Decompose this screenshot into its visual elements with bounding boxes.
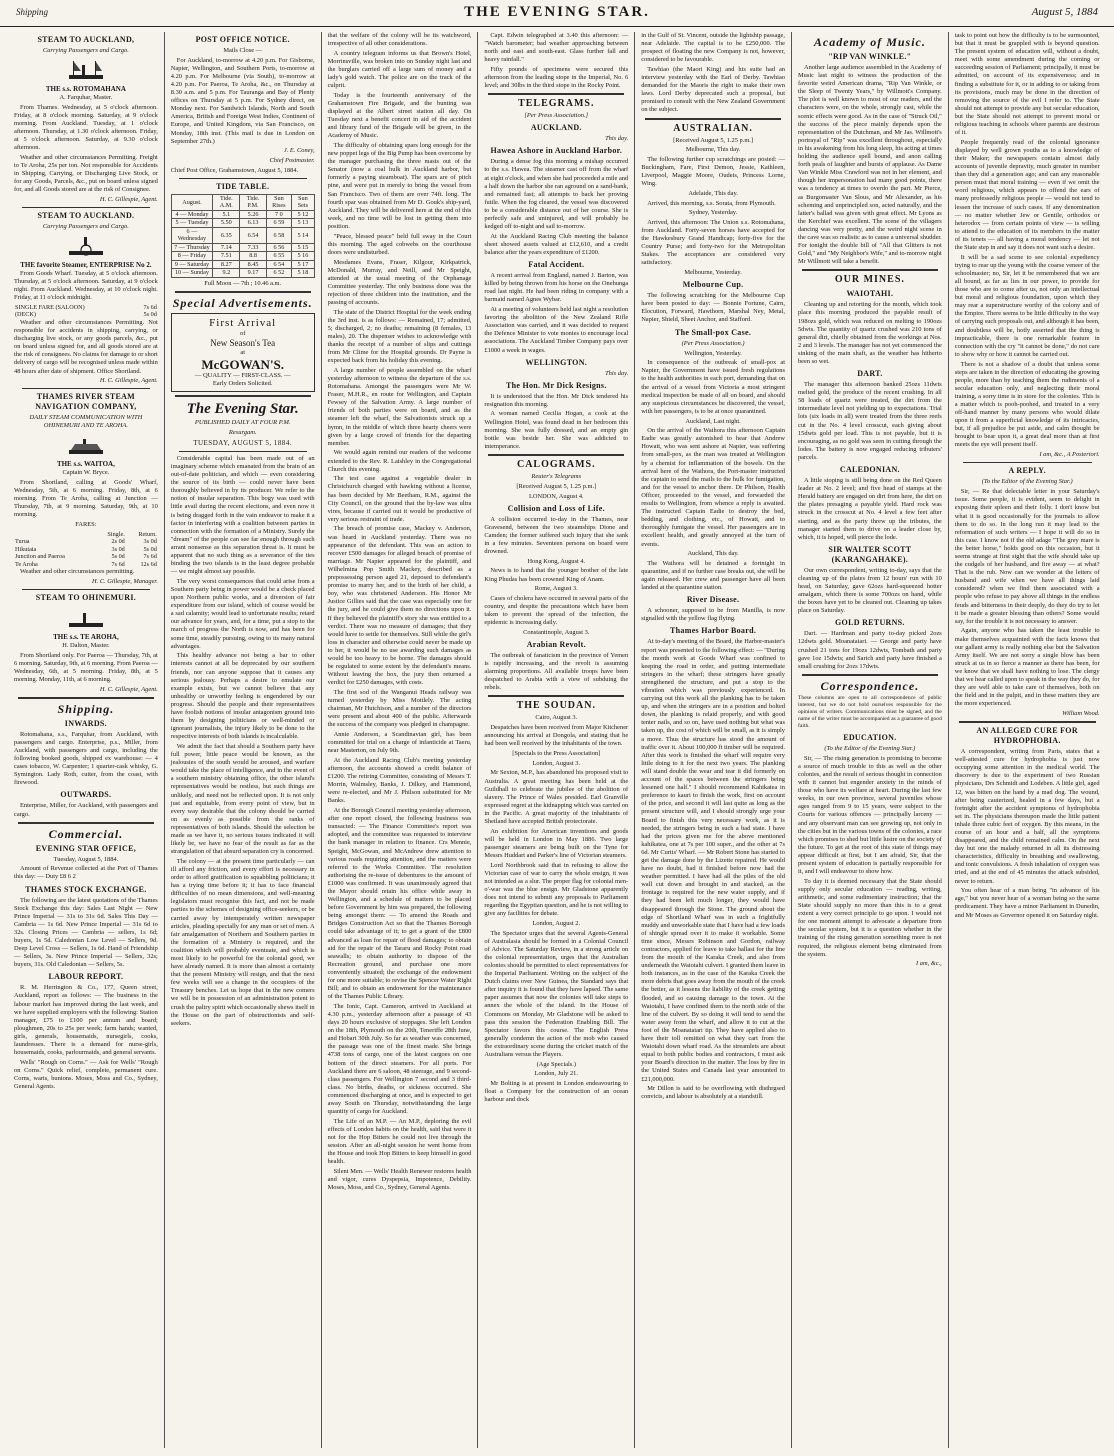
- ship-name: THE s.s. WAITOA,: [56, 460, 115, 469]
- agent-signature: H. C. Gillespie, Agent.: [99, 195, 158, 203]
- news-paragraph: in the Gulf of St. Vincent, outside the lightship passage, near Adelaide. The capital is to be £250,000. The prospect of floating the new Company is not, however, considered to be favourable.: [641, 32, 785, 64]
- mine-heading: SIR WALTER SCOTT (KARANGAHAKE).: [828, 544, 912, 564]
- tide-cell: 7 — Thursday: [171, 243, 212, 252]
- page-columns: [8, 32, 1106, 1448]
- tide-cell: 5 16: [292, 252, 314, 261]
- divider: [645, 118, 781, 120]
- story-heading: River Disease.: [686, 595, 740, 605]
- fares-cell: Te Aroha: [15, 560, 38, 568]
- ad-line: McGOWAN'S.: [201, 356, 285, 372]
- dateline: London, July 21.: [534, 1070, 578, 1078]
- tide-col-header: Tide. P.M.: [240, 194, 266, 210]
- story-text: The following scratching for the Melbourne Cup have been posted to day: — Bonnie Fortune, Cairn, Elocution, Forward, Hawthorn, Marshal Ney, Metal, Napier, Shield, Sheet Anchor, and Stafford.: [641, 292, 785, 324]
- story-text: Mr Bolting is at present in London endeavouring to float a Company for the construction of an ocean harbour and dock: [484, 1080, 629, 1104]
- tide-row: [171, 219, 314, 228]
- tide-cell: 8.8: [240, 252, 266, 261]
- ad-subheading: DAILY STEAM COMMUNICATION WITH OHINEMURI AND TE AROHA.: [29, 414, 143, 430]
- tide-cell: 5.26: [240, 210, 266, 219]
- fares-cell: 2s 0d: [111, 538, 125, 546]
- tea-advertisement: [171, 313, 315, 392]
- fare-value: 5s 0d: [143, 311, 157, 319]
- story-text: You often hear of a man being "in advance of his age," but you never hear of a woman being so the same predicament. They have a minor Parliament in Dunedin, and Mr Moses as Governor opened it on Saturday night.: [954, 887, 1100, 919]
- divider: [22, 388, 150, 389]
- steamship-icon: [65, 605, 107, 631]
- tide-cell: 8.27: [213, 260, 240, 269]
- divider: [488, 454, 624, 456]
- schedule-text: From Shortland only. For Paeroa — Thursday, 7th, at 6 morning. Saturday, 9th, at 6 morning. From Paeroa — Wednesday, 6th, at 5 morning. Friday, 8th, at 5 morning. Monday, 11th, at 6 morning.: [14, 651, 158, 683]
- mine-report: Our own correspondent, writing to-day, says that the cleaning up of the plates from 12 hours' run with 10 head, on Saturday, gave 62ozs hard-squeezed hotter amalgam, which there is some 700ozs on hand, while the boxes have yet to be cleaned out. Cleaning up takes place on Saturday.: [797, 566, 942, 615]
- story-heading: Melbourne Cup.: [682, 280, 744, 290]
- story-text: The Spectator urges that the several Agents-General of Australasia should be formed in a Colonial Council of Advice. The Saturday Review, in a strong article on the colonial representation, urges that the Australian colonies should be permitted to elect representatives for the Imperial Parliament. Writing on the subject of the Dutch claims over New Guinea, the Standard says that after inquiry it is found that they have lapsed. The same paper assumes that now the colonies will take steps to annex the whole of the island. In the House of Commons on Monday, Mr Gladstone will be asked to pass this session the Federation Enabling Bill. The Spectator favors this course. The English Press generally condemn the action of the mob who caused the extraordinary scene during the cricket match of the Australians versus the Players.: [484, 929, 629, 1058]
- agent-signature: H. C. Gillespie, Agent.: [99, 685, 158, 693]
- column-1: [8, 32, 165, 1448]
- section-heading: Correspondence.: [820, 678, 920, 693]
- dateline: Constantinople, August 3.: [523, 628, 590, 636]
- news-paragraph: The breach of promise case, Mackey v. Anderson, was heard in Auckland yesterday. There was no appearance of the defendant. This was an action to recover £500 damages for alleged breach of promise of marriage. Mr Napier appeared for the plaintiff, and Wilhelmina Pop Smith Mackey, described as a prepossessing person aged 21, deposed to defendant's promise to marry her, and to the birth of her child, a boy, who was christened Anderson. His Honor Mr Justice Gillies said that the case was especially one for the jury, and he could give them no directions upon it. If they believed the plaintiff's story she was entitled to a verdict. There was no measure of damages; that they would have to settle for themselves. Still while the girl's loss in character and otherwise could never be made up to her, it would be no use awarding such damages as would be too heavy to be borne. The damages should be regulated to some extent by the defendant's means. Without leaving the box, the jury then returned a verdict for £250 damages, with costs.: [327, 525, 472, 687]
- fares-row: [14, 561, 158, 569]
- exchange-text: The following are the latest quotations of the Thames Stock Exchange this day: Sales Last Night — New Prince Imperial — 31s to 31s 6d. Sales This Day — Cambria — 1s 6d. New Prince Imperial — 31s 6d to 32s. Closing Prices — Cambria — sellers, 1s 6d; buyers, 1s 5d. Caledonian Low Level — Sellers, 9d. Deep Level Cross — Sellers, 1s 6d. Hand of Friendship — Sellers, 3s. New Prince Imperial — Sellers, 32s; buyers, 31s. Old Caledonian — Sellers, 5s.: [14, 896, 158, 969]
- dateline: Rome, August 3.: [534, 585, 578, 593]
- news-paragraph: A country telegram informs us that Brown's Hotel, Morrinsville, was broken into on Sunday night last and the burglars carried off a large sum of money and a lady's gold watch. The police are on the track of the culprit.: [327, 49, 472, 90]
- news-paragraph: A large number of people assembled on the wharf yesterday afternoon to witness the departure of the s.s. Rotomahana. Amongst the passengers were Mr W. Fraser, M.H.R., en route for Wellington, and Captain Fewsey of the Salvation Army. A large number of friends of both parties were on board, and as the steamer left the wharf, the Salvationists struck up a hymn, in the middle of which three hearty cheers were given by a large crowd of friends for the departing member.: [327, 366, 472, 447]
- shipping-text: Enterprise, Miller, for Auckland, with passengers and cargo.: [14, 802, 158, 818]
- letter-text: It will be a sad scene to see colonial expediency trying to rear up the young with the coarse veneer of the schoolmaster; no, Sir, let it be remembered that we are all bound, as far as lies in our power, to provide for those who are to come after us, not only an intellectual but moral and religious foundation, upon which they may rear a superstructure worthy of the colony and of the Empire. There seems to be little difficulty in the way of carrying such proposals out, and although it has been, and doubtless will be, hotly asserted that the thing is impracticable, there is one remarkable feature in connection with the cry "it cannot be done," do not care to show why or how it cannot be carried out.: [954, 253, 1100, 358]
- tide-cell: 8.45: [240, 260, 266, 269]
- story-text: Arrived, this morning, s.s. Sorata, from Plymouth.: [647, 199, 776, 207]
- tide-cell: 5 15: [292, 243, 314, 252]
- fares-cell: Turua: [15, 538, 30, 546]
- editorial-paragraph: The colony — at the present time particularly — can ill afford any friction, and every effort is necessary in order to afford gratification to squabbling politicians; it has a trying time before it; it has to face financial difficulties of no mean dimensions, and well-meaning legislators must recognise this fact, and not be made parties to the schemes of designing office-seekers, or be carried away by intemperately written newspaper articles, pleading specially for any man or set of men. A fair amalgamation of Northern and Southern parties in the formation of a Ministry is required, and the coalition which will probably eventuate, and which is most likely to be powerful for the colonial good, we have already named. It is more than almost a certainty that the present Ministry will resign, and that the next few weeks will see a change in the occupiers of the Treasury benches. Let us hope that in the new comers we will be in possession of an administration potent to crush the paltry spirit which occasionally shews itself in the House on the part of obstructionists and self-seekers.: [170, 857, 315, 1027]
- tide-cell: 6 59: [266, 219, 292, 228]
- correspondence-note: These columns are open to all correspondence of public interest, but we do not hold ourselves responsible for the opinions of writers. Communications must be signed, and the name of the writer must be accompanied as a guarantee of good faith.: [797, 694, 942, 729]
- letter-text: To day it is deemed necessary that the State should supply only secular education — reading, writing, arithmetic, and some rudimentary instruction; that the State should supply no more than this is to a great extent a very correct principle to go upon. I would not for one moment attempt to advocate a departure from the secular system, but it is a question whether in the training of the rising generation something more is not required, the religious element being eliminated from the system.: [797, 877, 942, 958]
- dateline: Adelaide, This day.: [688, 189, 738, 197]
- story-text: Mr Dillon is said to be overflowing with disthrgsed convicts, and labour is absolutely at a standstill.: [641, 1085, 785, 1101]
- fares-cell: 7s 6d: [111, 560, 125, 568]
- letter-signature: William Wood.: [1062, 709, 1100, 717]
- divider: [963, 462, 1092, 463]
- ship-master: A. Farquhar, Master.: [59, 94, 113, 101]
- fare-row: [14, 311, 158, 319]
- section-subheading: (Per Press Association.): [681, 339, 745, 347]
- section-heading: THE SOUDAN.: [516, 700, 596, 712]
- fares-cell: Hikutaia: [15, 545, 37, 553]
- ship-name: THE favorite Steamer, ENTERPRISE No 2.: [20, 261, 152, 269]
- story-heading: The Small-pox Case.: [675, 327, 752, 337]
- story-heading: The Hon. Mr Dick Resigns.: [505, 380, 607, 390]
- news-paragraph: Annie Anderson, a Scandinavian girl, has been committed for trial on a charge of infanticide at Taeru, near Masterton, on July 9th.: [327, 731, 472, 755]
- agent-signature: H. C. Gillespie, Agent.: [99, 377, 158, 385]
- ship-name: THE s.s. TE AROHA,: [53, 633, 119, 642]
- dateline: Hong Kong, August 4.: [527, 557, 586, 565]
- story-text: A collision occurred to-day in the Thames, near Gravesend, between the two steamships Dione and Camden; the former suffered such injury that she sank in a few minutes. Seventeen persons on board were drowned.: [484, 515, 629, 556]
- section-subheading: [Per Press Association.]: [524, 112, 589, 120]
- dateline: LONDON, August 4.: [528, 492, 584, 500]
- story-text: At to-day's meeting of the Board, the Harbor-master's report was presented to the following effect: — "During the month work at Goods Wharf was confined to keeping the road in order, and putting intermediate stringers in the wharf; these stringers have greatly strengthened the structure, and put a stop to the vibration which was previously experienced. In carrying out this work all the planking has to be taken up, and when the stringers are in a position and bolted down, the planking is relaid properly, and with good tenter nails, and so on, have used nothing but what was taken up, the cost of which will be small, as it is simply a move. Thus the structure has stood the amount of traffic over it. About 100,000 ft timber will be required. After this work is finished the wharf will require very little doing to it for the next two years. The planking will stand double the wear and tear it did formerly on account of the spaces between the stringers being lessened one half." I should recommend Kahikatea in preference to kauri to finish the work, first on account of the price, and second it will last quite as long as the present structure will, and I should strongly urge your Board to finish this very necessary work, as it is needed, the stringers being in such a bad state. I have had the prices given me for the above mentioned kahikatea, one at 7s per 100 super., and the other at 7s 6d. Mr Curtis' Wharf. — Mr Robert Stone has started to get the damage done by the Lizette repaired. He would have no doubt, had it finished before now had the weather permitted. I have had all the piles of the old wall cut down and brought in and stacked, as the frontage is required for the new water supply, and if they had been left much longer, they would have disappeared through the Stone. The ground about the edge of Shortland Wharf was in such a frightfully muddy and unworkable state that I have had a few loads of shingle spread over it to make it workable. Some time since, Messrs Robinson and Gordon, railway contractors, applied for leave to take ballast for the line from the mouth of the Karaka Creek, and also from underneath the Waiotahi culvert. I granted them leave in both instances, as in the case of the Karaka Creek the more debris that goes away from the mouth of the creek the better, as it lessens the liability of the creek getting flooded, and so causing damage to the town. At the Waiotahi, I have confined them to the north side of the line of the culvert. By so doing it will tend to send the water away from the wharf, and allow it to cut at the foot of the Moanataiari tip. They have applied also to have their toll remitted on what they cart from the Waiotahi down wharf road. As the streamlets are about equal to both public bodies and contractors, I must ask your Board's direction in the matter. The loss by fire in the United States and Canada last year amounted to £21,000,000.: [641, 638, 785, 1083]
- story-text: An exhibition for American inventions and goods will be held in London in May 1886. Two large passenger steamers are being built on the Tyne for Messrs Huddart and Parker's line of Victorian steamers.: [484, 827, 629, 859]
- fares-cell: 7s 6d: [143, 553, 157, 561]
- news-paragraph: that the welfare of the colony will be its watchword, irrespective of all other considerations.: [327, 32, 472, 48]
- tide-cell: 6 58: [266, 227, 292, 243]
- section-heading: Shipping.: [57, 701, 115, 716]
- story-text: The following further cup scratchings are posted: — Buckingham, Fare, First Demon, Jessie, Kathleen, Liverpool, Maggie Moore, Oudeis, Princess Lorne, Wing.: [641, 155, 785, 188]
- shipping-text: Rotomahana, s.s., Farquhar, from Auckland, with passengers and cargo. Enterprise, p.s., Miller, from Auckland, with passengers and cargo, including the following booked goods, shipped ex warehouse: — 4 cases tobacco, W. Carpenter; 1 quarter-cask whisky, G. Symington. Lady Roth, cutter, from the coast, with firewood.: [14, 730, 158, 787]
- news-paragraph: Today is the fourteenth anniversary of the Grahamstown Fire Brigade, and the bunting was displayed at the Albert street station all day. On Tuesday next a benefit concert in aid of the accident and library fund of the Brigade will be given, in the Academy of Music.: [327, 91, 472, 140]
- tide-cell: 7.14: [213, 243, 240, 252]
- news-paragraph: We would again remind our readers of the welcome extended to the Rev. R. Laishley in the Congregational Church this evening.: [327, 449, 472, 473]
- news-paragraph: The test case against a vegetable dealer in Christchurch charged with hawking without a license, has been decided by Mr Beetham, R.M., against the City Council, on the ground that the by-law was ultra vires, because if carried out it would be productive of very serious restraint of trade.: [327, 475, 472, 523]
- section-heading: Special Advertisements.: [172, 295, 313, 310]
- tide-row: [171, 227, 314, 243]
- news-paragraph: The first sod of the Wanganui Heads railway was turned yesterday by Miss Mottlely. The acting chairman, Mr Hutchison, and a number of the directors were present and about 400 of the public. Afterwards the success of the company was pledged in champagne.: [327, 688, 472, 729]
- tide-cell: 6 — Wednesday: [171, 227, 212, 243]
- mine-report: The manager this afternoon banked 25ozs 11dwts melted gold, the produce of the recent crushing. In all 58 loads of quartz were treated, the dirt from the intermediate level not yielding up to expectations. Trial lots (six loads in all) were treated from the three reefs cut in the No. 4 level crosscut, each giving about 15dwts gold per load. This is not payable, but it is encouraging, as no gold was seen in cutting through the lodes. The battery is now engaged reducing tributers' parcels.: [797, 381, 942, 461]
- tide-cell: 7.51: [213, 252, 240, 261]
- tide-cell: 8 — Friday: [171, 252, 212, 261]
- tide-cell: 4 — Monday: [171, 210, 212, 219]
- ad-subheading: Carrying Passengers and Cargo.: [42, 223, 129, 230]
- letter-signoff: I am, &c.,: [916, 960, 942, 968]
- story-text: In consequence of the outbreak of small-pox at Napier, the Government have issued fresh regulations to the health authorities in each port, demanding that on the arrival of a vessel from Victoria a most stringent medical inspection be made of all on board, and should any suspicious circumstances be discovered, the vessel, with her passengers, is to be at once quarantined.: [641, 359, 785, 415]
- divider: [175, 291, 311, 293]
- ship-master: H. Dalton, Master.: [62, 642, 110, 650]
- mine-heading: CALEDONIAN.: [839, 465, 900, 475]
- column-2: [165, 32, 322, 1448]
- divider: [22, 589, 150, 590]
- dateline: Tuesday, August 5, 1884.: [53, 855, 119, 863]
- notice-text: Weather and other circumstances Permitting. Freight to Te Aroha, 25s per ton. Not responsible for Accidents in Shipping, Carrying, or Discharging Live Stock, or for any Goods, Parcels, &c., put on board unless signed for, and all Goods stored are at the risk of Consignee.: [14, 153, 158, 194]
- divider: [802, 269, 938, 271]
- paddle-steamer-icon: [65, 233, 107, 259]
- tide-cell: 5 13: [292, 219, 314, 228]
- column-6: [792, 32, 949, 1448]
- story-text: It is understood that the Hon. Mr Dick tendered his resignation this morning.: [484, 392, 629, 408]
- fares-table: [14, 531, 158, 569]
- editorial-paragraph: We admit the fact that should a Southern party have full power, little peace would be known, as the jealousies of the south would be aroused, and warfare would take the place of intelligence, and in the event of a southern ministry obtaining office, the other island's representatives would be restless, but such things are unlikely, and need not be reflected upon. It is not only just and equitable, from every point of view, but in every way desirable that the colony should be carried on as evenly as possible from the ranks of representatives of both islands. Should the selection be made as we have it, no serious issues indicated it will likely be, we have no fear of the result as far as the strangulation of that absurd separation cry is concerned.: [170, 742, 315, 856]
- masthead: [0, 0, 1114, 27]
- mine-report: A little stoping is still being done on the Red Queen leader at No. 2 level; and five head of stamps at the Herald battery are engaged on dirt from here, the dirt on the plates presaging a payable yield. Hard rock was struck in the crosscut at No. 4 level a few feet after starting, and as the party threw up the tributes, the manager started them to drive on a leader close by, which, it is hoped, will pierce the lode.: [797, 477, 942, 541]
- letter-heading: A REPLY.: [1008, 466, 1046, 476]
- divider: [488, 695, 624, 697]
- news-paragraph: The Life of an M.P. — An M.P., deploring the evil effects of London habits on the health, said that were it not for the Hop Bitters he could not live through the session. After an all-night session he went home from the House and took Hop Bitters to keep himself in good health.: [327, 1117, 472, 1166]
- story-text: During a dense fog this morning a mishap occurred to the s.s. Hawea. The steamer cast off from the wharf at eight o'clock, and when she had proceeded a mile and a half down the harbor she ran aground on a sand-bank, and remained fast; all attempts to back her proving futile. When the fog cleared, the vessel was discovered to be a considerable distance out of her course. She is perfectly safe and uninjured, and will probably be kedged off to-night and sail to-morrow.: [484, 158, 629, 231]
- schedule-text: From Thames. Wednesday, at 5 o'clock afternoon. Friday, at 8 o'clock morning. Saturday, at 9 o'clock morning. From Auckland. Tuesday, at 1 o'clock afternoon. Thursday, at 1.30 o'clock afternoon. Friday, at 5 o'clock afternoon. Saturday, at 9.30 o'clock afternoon.: [14, 103, 158, 152]
- mine-heading: WAIOTAHI.: [846, 289, 894, 299]
- dateline: Melbourne, Yesterday.: [684, 269, 742, 277]
- divider: [18, 697, 154, 699]
- letter-text: Sir, — Re that delectable letter in your Saturday's issue. Some people, it is evident, seem to delight in exposing their spleen and their folly. I don't know but what it is good occasionally for the journals to allow them to do so. In the long run it may lead to the reformation of such writers — I hope it will do so in this case. I know not if the old adage "The grey mare is the better horse," holds good on this occasion, but it seems strange at first sight that the wife should take up the cudgels of her husband, and fire away — at what? That is the rub. Now can we wonder at the letters of husband and wife when we have all things laid considered? when we find them associated with a people who refuse to pay above all things in the endless feuds and bitterness in their deeply, do they do try to let it be made a greater blessing than others? Some would say, for the trouble it is not necessary to answer.: [954, 488, 1100, 625]
- divider: [959, 721, 1096, 723]
- tide-table-heading: TIDE TABLE.: [216, 181, 270, 191]
- dateline: Melbourne, This day.: [685, 146, 741, 154]
- letter-addressee: (To the Editor of the Evening Star.): [824, 744, 916, 752]
- section-heading: OUR MINES.: [834, 274, 905, 286]
- dateline: This day.: [605, 135, 629, 143]
- fares-cell: 3s 0d: [111, 545, 125, 553]
- dateline: Auckland, This day.: [687, 550, 739, 558]
- story-text: The Waihora will be detained a fortnight in quarantine, and if no further case breaks out, she will be again released. Her crew and passenger have all been landed at the quarantine station.: [641, 559, 785, 592]
- tide-cell: 5 17: [292, 260, 314, 269]
- section-heading: Commercial.: [48, 826, 124, 841]
- labour-text: R. M. Herrington & Co., 177, Queen street, Auckland, report as follows: — The business in the labour market has improved during the last week, and we have supplied employers with the following: Station manager, £75 to £100 per annum and board; ploughmen, 20s to 25s per week; farm hands; wanted, girls, generals, housemaids, nursegirls, cooks, laundresses. There is a demand for nurse-girls, housemaids, cooks, parlourmaids, and general servants.: [14, 984, 158, 1057]
- editorial-paragraph: Considerable capital has been made out of an imaginary scheme which emanated from the brain of an out-of-date politician, and which — even considering the source of its birth — could never have been thoroughly believed in by its producer. We refer to the notion of insular separation. This bogy was used with little avail during the recent elections, and even now it is being dragged forth in the vain endeavor to make it a factor in interfering with a coalition between parties in connection with the formation of a Ministry. Surely the "dream" of the people can see far enough through such arrant nonsense as this separation threat is. It must be apparent that no such thing as a severance of the ties binding the two islands is in the least degree probable — we might almost say possible.: [170, 454, 315, 576]
- newspaper-title: THE EVENING STAR.: [464, 4, 650, 20]
- schedule-text: From Shortland, calling at Goods' Wharf, Wednesday, 5th, at 6 morning. Friday, 8th, at 6 morning. From Te Aroha, calling at Junction — Thursday, 7th, at 9 morning. Saturday, 9th, at 10 morning.: [14, 479, 158, 519]
- tide-row: [171, 260, 314, 269]
- advertisement-text: Wells' "Rough on Corns." — Ask for Wells' "Rough on Corns." Quick relief, complete, permanent cure. Corns, warts, bunions. Moses, Moss and Co., Sydney, General Agents.: [14, 1058, 158, 1091]
- column-5: [635, 32, 792, 1448]
- ad-heading: THAMES RIVER STEAM NAVIGATION COMPANY,: [35, 392, 137, 412]
- tide-row: [171, 243, 314, 252]
- tide-cell: 9 — Saturday: [171, 260, 212, 269]
- ad-subheading: Carrying Passengers and Cargo.: [42, 47, 129, 54]
- divider: [22, 207, 150, 208]
- news-paragraph: Mesdames Evans, Fraser, Kilgour, Kirkpatrick, McDonald, Murray, and Neill, and Mr Speight, attended at the usual meeting of the Orphanage Committee yesterday. The only business done was the rejection of three children into the institution, and the passing of accounts.: [327, 258, 472, 306]
- fares-cell: 5s 0d: [143, 545, 157, 553]
- fares-cell: 5s 0d: [111, 553, 125, 561]
- dateline: London, August 2.: [532, 919, 581, 927]
- story-text: A recent arrival from England, named J. Barton, was killed by being thrown from his horse on the Onehunga road last night. He had been riding in company with a barmaid named Agnes Wybar.: [484, 272, 629, 304]
- editorial-paragraph: This healthy advance not being a bar to other interests cannot at all be deprecated by our southern friends, nor can anyone suppose that it causes any serious jealousy. Perhaps a desire to emulate our example exists, but we cannot believe that any unhealthy or unworthy feeling is engendered by our progress. Should the people and their representatives have foolish notions of insular antagonism ground into them by designing politicians or well-minded or ignorant journalists, the injury likely to be done to the respective interests of both islands is incalculable.: [170, 652, 315, 741]
- story-heading: Arabian Revolt.: [526, 640, 586, 649]
- letter-addressee: (To the Editor of the Evening Star.): [981, 478, 1073, 486]
- story-heading: Hawea Ashore in Auckland Harbor.: [490, 146, 623, 156]
- story-heading: Fatal Accident.: [528, 260, 585, 270]
- ad-heading: STEAM TO OHINEMURI.: [35, 593, 137, 603]
- letter-heading: EDUCATION.: [843, 732, 897, 742]
- letter-text: People frequently read of the colonial ignorance displayed by well grown youths as to a knowledge of their Maker; the newspapers contain almost daily accounts of juvenile depravity, much greater in number than they did a generation ago; and can any reasonable person must that moral training — even if we omit the word religious, which appears to offend the ears of many professedly religious people — would not tend to lessen the increase of such cases. If any denomination — no matter whether Jew or Gentile, orthodox or heterodox — from certain points of view — is willing to attend to the education of its members in the matter of its tenets — all having a moral tendency — let not the State step in and say it does not want such a desire.: [954, 138, 1100, 252]
- ad-heading: STEAM TO AUCKLAND.: [37, 211, 135, 220]
- fares-col-header: Return.: [138, 530, 157, 538]
- dateline: Auckland, Last night.: [685, 417, 741, 425]
- tide-cell: 6 55: [266, 252, 292, 261]
- story-text: A correspondent, writing from Paris, states that a well-attested cure for hydrophobia is just now occupying some attention in the medical world. The discovery is due to the experiment of two Russian physicians, Drs Schmidt and Lodeben. A little girl, aged 12, was bitten on the hand by a mad dog. The wound, after being cauterized, healed in a few days, but a fortnight after the accident symptoms of hydrophobia set in. The physicians thereupon made the little patient inhale three cubic feet of oxygen. By this means, in the course of an hour and a half, all the symptoms disappeared, and the child remained calm. On the next day but one the malady returned in all its distressing characteristics, difficulty in breathing and swallowing, and tonic convulsions. A fresh inhalation of oxygen was tried, and at the end of 45 minutes the attack subsided, never to return.: [954, 748, 1100, 885]
- fare-label: (DECK): [15, 311, 36, 319]
- postmaster-title: Chief Postmaster.: [269, 157, 315, 164]
- subsection-heading: THAMES STOCK EXCHANGE.: [25, 884, 147, 894]
- fares-row: [14, 546, 158, 554]
- tide-cell: 5 18: [292, 269, 314, 278]
- fares-col-header: Single.: [107, 530, 125, 538]
- story-text: A woman named Cecilia Hogan, a cook at the Wellington Hotel, was found dead in her bedroom this morning. She was fully dressed, and an empty gin bottle was beside her. She was addicted to intemperance.: [484, 410, 629, 450]
- subsection-heading: EVENING STAR OFFICE,: [35, 843, 137, 853]
- section-subheading: Reuter's Telegrams: [531, 472, 582, 480]
- steamship-icon: [65, 432, 107, 458]
- news-paragraph: Fifty pounds of specimens were secured this afternoon from the leading stope in the Imperial, No. 6 level; and 30lbs in the third stope in the Rocky Point.: [484, 65, 629, 90]
- fares-cell: 3s 0d: [143, 538, 157, 546]
- notice-text: Weather and other circumstances permitting.: [20, 568, 135, 576]
- subsection-heading: INWARDS.: [64, 718, 107, 728]
- tide-cell: 5 14: [292, 227, 314, 243]
- column-4: [478, 32, 635, 1448]
- dateline: London, August 3.: [532, 759, 581, 767]
- tide-row: [171, 269, 314, 278]
- story-heading: Thames Harbor Board.: [670, 626, 757, 636]
- tide-cell: 10 — Sunday: [171, 269, 212, 278]
- ship-master: Captain W. Bryce.: [62, 469, 110, 477]
- divider: [488, 93, 624, 95]
- editorial-paragraph: The very worst consequences that could arise from a Southern party being in power would be a check placed upon Northern public works, and a diversion of fair expenditure from our island, which of course would be a sad calamity; would lead to unfortunate results; retard our advance for years, and, for a time, put a stop to the march of progress the North is now, and has been for some time, steadily pursuing, owing to its many natural advantages.: [170, 577, 315, 650]
- fares-row: [14, 538, 158, 546]
- letter-text: There is not a shadow of a doubt that unless some steps are taken in the direction of educating the growing people, more than by teaching them the rudiments of a secular education only, and neglecting their moral training, a sorry time is in store for the colonies. This is a matter which is pooh-poohed, and treated in a very off-hand manner by many persons who would dilate upon it from a superficial knowledge of its intricacies, but, if all prejudice be put aside, and calm thought be brought to bear upon it, a great deal more than at first meets the eye will present itself.: [954, 360, 1100, 449]
- column-7: [949, 32, 1106, 1448]
- ad-line: First Arrival: [209, 316, 277, 329]
- section-heading: CALOGRAMS.: [516, 458, 596, 470]
- editorial-subtitle: PUBLISHED DAILY AT FOUR P.M.: [194, 418, 291, 426]
- story-text: At a meeting of volunteers held last night a resolution favoring the abolition of the New Zealand Rifle Association was carried, and it was decided to request the Defence Minister to vote monies to encourage local associations. The Auckland Timber Company pays over £1000 a week in wages.: [484, 306, 629, 354]
- post-office-location: Chief Post Office, Grahamstown, August 5, 1884.: [170, 166, 299, 174]
- fare-table: [14, 304, 158, 319]
- section-heading: AUSTRALIAN.: [673, 122, 753, 134]
- mine-heading: GOLD RETURNS.: [835, 618, 905, 628]
- ad-line: of: [239, 329, 246, 337]
- fares-header-row: [14, 531, 158, 539]
- tide-cell: 5 12: [292, 210, 314, 219]
- notice-text: Weather and other circumstances Permitting. Not responsible for accidents in shipping, carrying, or discharging live stock, or any goods parcels, &c., put on board unless signed for, and all goods stored are at the risk of consignees. No claims for damage to or short delivery of cargo will be recognised unless made within 48 hours after date of shipment. Office Shortland.: [14, 318, 158, 375]
- section-subheading: [Specials to the Press Association]: [512, 750, 601, 758]
- dateline: Wellington, Yesterday.: [684, 349, 742, 357]
- divider: [179, 451, 307, 452]
- steamship-icon: [65, 57, 107, 83]
- story-text: News is to hand that the younger brother of the late King Phudas has been crowned King of Anam.: [484, 567, 629, 583]
- mails-text: For Auckland, to-morrow at 4.20 p.m. For Gisborne, Napier, Wellington, and Southern Ports, to-morrow at 4.20 p.m. For Melbourne (via South), to-morrow at 4.20 p.m. For Paeroa, Te Aroha, &c., on Thursday at 8.30 a.m. and 5 p.m. For Tauranga and Bay of Plenty offices on Thursday at 5 p.m. For Sydney direct, on Monday next. For Sandwich Islands, North and South America, British and Foreign West Indies, Continent of Europe, and United Kingdom, via San Francisco, on Monday, 18th inst. (This mail is due in London on September 27th.): [170, 56, 315, 145]
- letter-signature: I am, &c., A Posteriori.: [1039, 451, 1100, 459]
- fares-cell: 12s 6d: [140, 560, 157, 568]
- story-text: On the arrival of the Waihora this afternoon Captain Eadie was greatly astonished to hear that Andrew Howatt, who was sent ashore at Napier, was suffering from small-pox, as the man was treated at Wellington by a chemist for inflammation of the bowels. On the arrival here of the Waihora, the Port-master instructed the captain to send the mails to the hulk for fumigation, and for the vessel to anchor there. Dr Philson, Health Officer, proceeded to the vessel, and forwarded the results to Wellington, from whence a reply is awaited. The instructed Captain Eadie to destroy the bed, bedding, and clothing, etc., of Howatt, and to thoroughly fumigate the vessel. Her passengers are in excellent health, and greatly annoyed at the turn of events.: [641, 427, 785, 548]
- editorial-masthead: The Evening Star.: [186, 400, 299, 417]
- story-text: The outbreak of fanaticism in the province of Yemen is rapidly increasing, and the revolt is assuming alarming proportions. All available troops have been despatched to Arabia with a view of subduing the rebels.: [484, 652, 629, 692]
- letter-text: task to point out how the difficulty is to be surmounted, but that it must be grappled with is beyond question. The present system of education will, without a doubt, meet with some amendment during the coming or succeeding session of Parliament; principally, it must be admitted, on account of its expensiveness; and in finding a substitute for it, or in adding to or taking from its provisions, much may be done in the direction of removing the source of the evil I refer to. The State should not attempt to provide any but secular education, but the State should not attempt to prevent moral or religious teaching in schools where parents are desirous of it.: [954, 32, 1100, 137]
- mine-heading: DART.: [857, 369, 883, 379]
- news-paragraph: Silent Men. — Wells' Health Renewer restores health and vigor, cures Dyspepsia, Impotence, Debility. Moses, Moss, and Co., Sydney, General Agents.: [327, 1167, 472, 1192]
- received-note: [Received August 5, 1.25 p.m.]: [516, 482, 597, 490]
- schedule-text: From Goods Wharf. Tuesday, at 5 o'clock afternoon. Thursday, at 5 o'clock afternoon. Saturday, at 9 o'clock night. From Auckland. Wednesday, at 10 o'clock night. Friday, at 11 o'clock midnight.: [14, 270, 158, 302]
- letter-text: Sir, — The rising generation is promising to become a source of much trouble to this as well as the other colonies, and the result of serious thought in connection with it cannot but engender anxiety in the minds of those who have its welfare at heart. During the last few weeks, in our own province, several juveniles whose ages ranged from 9 to 15 years, were subject to the Courts for various offences — principally larceny — and any observant man can see growing up, not only in the cities but in the various towns of the colonies, a race which promises to shed but little lustre on the society of the future. To get at the root of this state of things may appear difficult at first, but I am afraid, Sir, that the present system of education is partially responsible for it, and I will endeavour to show how.: [797, 754, 942, 876]
- tide-cell: 5.1: [213, 210, 240, 219]
- tide-cell: 7 0: [266, 210, 292, 219]
- subsection-heading: LABOUR REPORT.: [48, 972, 124, 982]
- editorial-dateline: TUESDAY, AUGUST 5, 1884.: [193, 438, 293, 447]
- tide-cell: 6 56: [266, 243, 292, 252]
- mine-report: Cleaning up and retorting for the month, which took place this morning produced the payable result of 198ozs gold, which was reduced on melting to 190ozs 5dwts. The quantity of quartz crushed was 210 tons of general dirt, chiefly obtained from the workings at Nos. 2 and 3 levels. The manager has not yet commenced the sinking of the main shaft, as the weather has hitherto been so wet.: [797, 301, 942, 365]
- tide-col-header: Sun Sets: [292, 194, 314, 210]
- tide-cell: 6.35: [213, 227, 240, 243]
- fare-label: SINGLE FARE (SALOON): [15, 303, 85, 311]
- story-text: Despatches have been received from Major Kitchener announcing his arrival at Dongola, and stating that he had been well received by the inhabitants of the town.: [484, 724, 629, 748]
- news-paragraph: At the Borough Council meeting yesterday afternoon, after one report closed, the following business was transacted: — The Finance Committee's report was adopted, and the committee was requested to interview the bank manager in relation to finance. Crs Mennie, Speight, McGowan, and McAndrew drew attention to various roads requiring attention, and the matters were referred to the Works Committee. The resolution authorising the re-issue of debentures to the amount of £1000 was confirmed. It was unanimously agreed that the Mayor should retain his office while away in Wellington, and a schedule of matters to be placed before Government by him was prepared, the following being amongst them: — To amend the Roads and Bridges Construction Act so that the Thames Borough could take advantage of it; to get a grant of the £800 advanced as loan for repair of flood damages; to obtain aid for the repair of the Tararu and Rocky Point road seawalls; to obtain authority to dispose of the Recreation ground, and purchase one more conveniently situated; the exchange of the endowment for one more suitable; to revise the Spencer Water Right Bill; and to obtain an endowment for the maintenance of the Thames Public Library.: [327, 807, 472, 1001]
- tide-cell: 9.17: [240, 269, 266, 278]
- tide-cell: 5 — Tuesday: [171, 219, 212, 228]
- tide-row: [171, 252, 314, 261]
- divider: [802, 674, 938, 676]
- ship-name: THE s.s. ROTOMAHANA: [45, 85, 126, 93]
- ad-line: at: [240, 348, 246, 356]
- story-text: Lord Northbrook said that in refusing to allow the Victorian case of war to carry the whole ensign, it was not intended as a slur. The proper flag for colonial men-o'-war was the blue ensign. Mr Gladstone apparently does not intend to submit any proposals to Parliament regarding the Egyptian question, and he is not willing to give any facilities for debate.: [484, 861, 629, 918]
- divider: [179, 178, 307, 179]
- divider: [18, 822, 154, 824]
- news-paragraph: Tawhiao (the Maori King) and his suite had an interview yesterday with the Earl of Derby. Tawhiao demanded for the Maoris the right to make their own laws. Lord Derby deprecated such a proposal, but promised to consult with the New Zealand Government on the subject.: [641, 65, 785, 114]
- news-paragraph: The difficulty of obtaining spars long enough for the new poppet legs of the Big Pump has been overcome by the manager purchasing the three masts out of the Senator (now a coal hulk in Auckland harbor, but formerly a paying steamboat). The spars are of pitch pine, and were put in merely to bring the vessel from San Francisco. Two of them are over 74ft. long. The fourth spar was obtained from Mr D. Gouk's ship-yard, Auckland. They will be delivered here at the end of this week, and no time will be lost in getting them into position.: [327, 142, 472, 230]
- section-heading: Academy of Music.: [813, 35, 926, 49]
- revenue-text: Amount of Revenue collected at the Port of Thames this day: — Duty £8 6 2: [14, 865, 158, 881]
- postmaster-signature: J. E. Coney,: [283, 147, 315, 155]
- ad-heading: STEAM TO AUCKLAND,: [37, 35, 135, 44]
- tide-col-header: August.: [171, 194, 212, 210]
- editorial-motto: Resurgam.: [228, 428, 257, 436]
- dateline: This day.: [605, 369, 629, 377]
- story-heading: Collision and Loss of Life.: [507, 503, 605, 513]
- subsection-heading: OUTWARDS.: [60, 790, 112, 800]
- tide-cell: 7.33: [240, 243, 266, 252]
- story-heading: AN ALLEGED CURE FOR HYDROPHOBIA.: [976, 726, 1078, 746]
- ad-line: Early Orders Solicited.: [212, 379, 273, 387]
- received-note: [Received August 5, 1.25 p.m.]: [673, 136, 754, 144]
- tide-cell: 6.13: [240, 219, 266, 228]
- ad-line: New Season's Tea: [210, 337, 276, 348]
- section-heading: TELEGRAMS.: [518, 98, 595, 110]
- tide-table: [171, 194, 315, 278]
- mails-heading: Mails Close —: [223, 47, 263, 54]
- story-text: Cases of cholera have occurred in several parts of the country, and despite the precautions which have been taken to prevent the spread of the infection, the epidemic is increasing daily.: [484, 594, 629, 627]
- place-heading: WELLINGTON.: [525, 357, 588, 367]
- news-paragraph: Capt. Edwin telegraphed at 3.40 this afternoon: — "Watch barometer; bad weather approaching between north and east and south-east. Glass further fall and heavy rainfall.": [484, 32, 629, 64]
- dateline: Cairo, August 3.: [535, 714, 578, 722]
- review-text: Another large audience assembled in the Academy of Music last night to witness the production of the favorite weird American drama, "Rip Van Winkle, or the Sleep of Twenty Years," by Willmott's Company. The plot is well known to most of our readers, and the characters were, on the whole, strongly cast, while the scenic effects were good. As in the case of "Struck Oil," the success of the piece mainly depends upon the representation of the Dutchman, and Mr Jas. Willmott's portrayal of "Rip" was excellent throughout, especially in his awakening from his long sleep, his acting at times holding the audience spell bound, and anon calling forth peals of laughter and bursts of applause. As Dame Van Winkle Miss Crawford was not in her element, and though her impersonation had many good points, there was a tendency at times to overdo the part. Mr Pierce, as Burgomaster Van Slous, and Mr Alexander, as his scheming and unprincipled son, acted naturally, and the latter's ballad was given with great effect. Mr Lyons as the Kerchief was excellent. The scene of the villagers dancing was very pretty, and the weird night scene in the cave was so realistic as to cause a universal shudder. For tonight the double bill of "All that Glitters is not Gold," and "My Neighbor's Wife," and to-morrow night Mr Willmott will take a benefit.: [797, 64, 942, 266]
- tide-footnote: Full Moon — 7th ; 10.46 a.m.: [204, 279, 282, 287]
- tide-cell: 5.50: [213, 219, 240, 228]
- section-subheading: (Age Specials.): [536, 1060, 576, 1068]
- story-heading: "RIP VAN WINKLE.": [828, 52, 912, 61]
- issue-date: August 5, 1884: [1031, 6, 1098, 18]
- column-3: [322, 32, 479, 1448]
- fares-row: [14, 553, 158, 561]
- news-paragraph: "Peace, blessed peace" held full sway in the Court this morning. The aged cobwebs on the courthouse doors were undisturbed.: [327, 232, 472, 256]
- fare-value: 7s 6d: [143, 303, 157, 311]
- fares-col-header: [14, 531, 95, 539]
- notice-heading: POST OFFICE NOTICE.: [195, 35, 290, 44]
- masthead-corner-label: Shipping: [16, 7, 49, 17]
- tide-cell: 6 52: [266, 269, 292, 278]
- tide-cell: 6.54: [240, 227, 266, 243]
- tide-row: [171, 210, 314, 219]
- tide-col-header: Sun Rises: [266, 194, 292, 210]
- letter-text: Again, anyone who has taken the least trouble to make themselves acquainted with the facts knows that our gallant army is really nothing else but the Salvation Army itself. We are not sorry a single blow has been struck at us in so fierce a manner as there has been, for we know that we shall have nothing to lose. The clergy that we hear called upon to speak in the way they do, for they are well able to take care of themselves, both on the field and in the pulpit, and in these matters they are the more experienced.: [954, 627, 1100, 708]
- news-paragraph: The state of the District Hospital for the week ending the 3rd inst. is as follows: — Remained, 17; admitted, 5; discharged, 2; no deaths; remaining (8 females, 13 males), 20. The dispenser wishes to acknowledge with thanks the receipt of a number of slips and cuttings from Mr Clime for the Hospital grounds. Dr Payne is expected back from his holiday this evening.: [327, 308, 472, 365]
- mine-report: Dart. — Hardman and party to-day picked 2ozs 12dwts gold. Moanataiari. — George and party have crushed 21 tons for 19ozs 12dwts, Tombath and party gave 1oz 15dwts; and Sarich and party have finished a small crushing for 2ozs 17dwts.: [797, 630, 942, 670]
- story-text: At the Auckland Racing Club meeting the balance sheet showed assets valued at £12,610, and a credit balance after the years expenditure of £1200.: [484, 232, 629, 256]
- place-heading: AUCKLAND.: [530, 123, 582, 133]
- news-paragraph: At the Auckland Racing Club's meeting yesterday afternoon, the accounts showed a credit balance of £1200. The retiring Committee, consisting of Messrs T. Morrin, Walmsley, Banks, J. Dilkey, and Hammond, were re-elected, and Mr J. Philson substituted for Mr Banks.: [327, 756, 472, 805]
- ad-line: — QUALITY — FIRST-CLASS. —: [194, 371, 291, 379]
- agent-signature: H. C. Gillespie, Manager.: [91, 577, 158, 585]
- dateline: Sydney, Yesterday.: [689, 209, 738, 217]
- fares-heading: FARES:: [75, 521, 97, 529]
- tide-cell: 6 54: [266, 260, 292, 269]
- fares-cell: Junction and Paeroa: [15, 553, 65, 561]
- tide-header-row: [171, 194, 314, 210]
- story-text: A schooner, supposed to be from Manilla, is now signalled with the yellow flag flying.: [641, 607, 785, 623]
- story-text: Mr Sexton, M.P., has abandoned his proposed visit to Australia. A great meeting has been held at the Guildhall to celebrate the jubilee of the abolition of slavery. The Prince of Wales presided. Earl Granville expressed regret at the kidnapping which was carried on in the Pacific. A great majority of the inhabitants of Shetland have accepted British protectorate.: [484, 769, 629, 825]
- fare-row: [14, 304, 158, 312]
- tide-col-header: Tide. A.M.: [213, 194, 240, 210]
- story-text: Arrived, this afternoon: The Union s.s. Rotomahana, from Auckland. Forty-seven horses have accepted for the Hawkesbury Grand Handicap; forty-five for the Country Purse; and forty-two for the Metropolitan Stakes. The acceptances are considered very satisfactory.: [641, 218, 785, 267]
- news-paragraph: The Ionic, Capt. Cameron, arrived in Auckland at 4.30 p.m., yesterday afternoon after a passage of 43 days 20 hours exclusive of stoppages. She left London on the 18th, Plymouth on the 20th, Teneriffe 28th June, and Hobart 30th July. So far as weather was concerned, the passage was one of the finest made. She brings 4738 tons of cargo, one of the latest cargoes on one bottom of the direct steamers. For all ports. For Auckland there are 6 saloon, 48 steerage, and 9 second-class passengers. For Wellington 7 second and 3 third-class. No births, deaths, or sickness occurred. She commenced discharging at once, and is expected to get away South on Thursday, notwithstanding the large quantity of cargo for Auckland.: [327, 1002, 472, 1116]
- tide-cell: 9.2: [213, 269, 240, 278]
- divider: [175, 395, 311, 397]
